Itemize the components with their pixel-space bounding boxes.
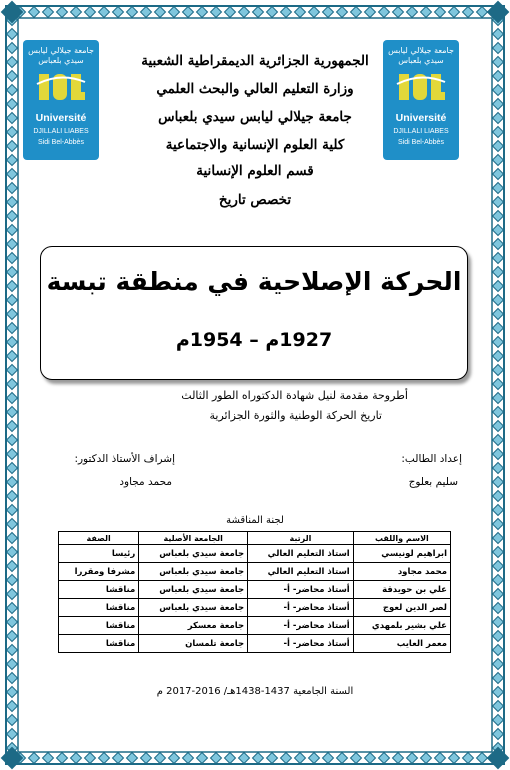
border-diamond xyxy=(239,753,250,764)
border-corner-ornament xyxy=(1,747,24,770)
border-diamond xyxy=(29,7,40,18)
border-diamond xyxy=(7,267,18,278)
border-diamond xyxy=(365,753,376,764)
border-diamond xyxy=(493,239,504,250)
border-diamond xyxy=(183,7,194,18)
border-diamond xyxy=(7,85,18,96)
border-diamond xyxy=(99,753,110,764)
border-diamond xyxy=(57,7,68,18)
border-diamond xyxy=(493,323,504,334)
border-diamond xyxy=(493,379,504,390)
border-diamond xyxy=(493,393,504,404)
border-diamond xyxy=(7,631,18,642)
border-diamond xyxy=(337,753,348,764)
border-diamond xyxy=(493,99,504,110)
border-diamond xyxy=(493,365,504,376)
table-row: علي بن حويدقة أستاذ محاضر- أ- جامعة سيدي بلعباس مناقشا xyxy=(59,581,451,599)
border-diamond xyxy=(7,29,18,40)
border-corner-ornament xyxy=(1,1,24,24)
border-diamond xyxy=(71,7,82,18)
border-diamond xyxy=(7,379,18,390)
udl-mark-icon xyxy=(395,70,447,104)
col-rank: الرتبة xyxy=(248,532,354,545)
supervisor-name: محمد مجاود xyxy=(119,476,172,488)
border-diamond xyxy=(253,7,264,18)
border-diamond xyxy=(7,589,18,600)
border-diamond xyxy=(7,281,18,292)
border-diamond xyxy=(421,753,432,764)
border-diamond xyxy=(197,7,208,18)
thesis-period: 1927م – 1954م xyxy=(175,329,333,351)
border-diamond xyxy=(281,7,292,18)
thesis-description: أطروحة مقدمة لنيل شهادة الدكتوراه الطور الثالث xyxy=(181,389,408,402)
border-corner-ornament xyxy=(487,747,510,770)
border-diamond xyxy=(493,715,504,726)
border-diamond xyxy=(435,753,446,764)
border-diamond xyxy=(7,463,18,474)
table-row: محمد مجاود استاذ التعليم العالي جامعة سيدي بلعباس مشرفا ومقررا xyxy=(59,563,451,581)
header-university: جامعة جيلالي ليابس سيدي بلعباس xyxy=(158,109,352,125)
border-diamond xyxy=(7,561,18,572)
border-diamond xyxy=(7,169,18,180)
border-diamond xyxy=(155,7,166,18)
border-diamond xyxy=(7,141,18,152)
border-diamond xyxy=(99,7,110,18)
border-diamond xyxy=(493,449,504,460)
border-diamond xyxy=(7,323,18,334)
border-diamond xyxy=(351,7,362,18)
border-diamond xyxy=(7,71,18,82)
border-diamond xyxy=(351,753,362,764)
border-diamond xyxy=(7,57,18,68)
border-diamond xyxy=(393,7,404,18)
border-diamond xyxy=(57,753,68,764)
border-diamond xyxy=(183,753,194,764)
border-diamond xyxy=(493,351,504,362)
university-logo-right: جامعة جيلالي ليابس سيدي بلعباس Université DJILLALI LIABES Sidi Bel-Abbès xyxy=(383,40,459,160)
border-diamond xyxy=(7,477,18,488)
udl-mark-icon xyxy=(35,70,87,104)
border-diamond xyxy=(421,7,432,18)
border-diamond xyxy=(7,239,18,250)
border-diamond xyxy=(7,645,18,656)
border-diamond xyxy=(7,617,18,628)
border-diamond xyxy=(493,225,504,236)
border-diamond xyxy=(7,337,18,348)
header-republic: الجمهورية الجزائرية الديمقراطية الشعبية xyxy=(141,53,369,69)
border-diamond xyxy=(7,295,18,306)
border-diamond xyxy=(113,753,124,764)
border-diamond xyxy=(113,7,124,18)
border-diamond xyxy=(493,57,504,68)
border-diamond xyxy=(7,127,18,138)
border-diamond xyxy=(7,435,18,446)
logo-arabic-name: جامعة جيلالي ليابس سيدي بلعباس xyxy=(28,46,94,65)
border-diamond xyxy=(493,547,504,558)
border-diamond xyxy=(7,183,18,194)
border-diamond xyxy=(493,491,504,502)
university-logo-left: جامعة جيلالي ليابس سيدي بلعباس Université DJILLALI LIABES Sidi Bel-Abbès xyxy=(23,40,99,160)
border-diamond xyxy=(7,253,18,264)
border-diamond xyxy=(493,113,504,124)
border-diamond xyxy=(7,351,18,362)
border-diamond xyxy=(449,7,460,18)
border-diamond xyxy=(323,753,334,764)
border-diamond xyxy=(7,505,18,516)
border-diamond xyxy=(225,7,236,18)
table-row: معمر العايب أستاذ محاضر- أ- جامعة تلمسان مناقشا xyxy=(59,635,451,653)
border-diamond xyxy=(493,281,504,292)
border-diamond xyxy=(493,127,504,138)
border-diamond xyxy=(7,547,18,558)
border-diamond xyxy=(493,337,504,348)
border-diamond xyxy=(365,7,376,18)
header-ministry: وزارة التعليم العالي والبحث العلمي xyxy=(156,81,354,97)
border-diamond xyxy=(295,753,306,764)
academic-year: السنة الجامعية 1437-1438هـ/ 2016-2017 م xyxy=(156,686,354,697)
border-diamond xyxy=(493,29,504,40)
border-diamond xyxy=(7,225,18,236)
border-diamond xyxy=(7,491,18,502)
border-diamond xyxy=(71,753,82,764)
border-diamond xyxy=(225,753,236,764)
thesis-title: الحركة الإصلاحية في منطقة تبسة xyxy=(46,267,462,296)
border-diamond xyxy=(7,603,18,614)
border-diamond xyxy=(7,533,18,544)
border-diamond xyxy=(493,673,504,684)
border-diamond xyxy=(493,211,504,222)
border-diamond xyxy=(7,575,18,586)
border-diamond xyxy=(141,753,152,764)
border-diamond xyxy=(7,43,18,54)
border-diamond xyxy=(493,421,504,432)
border-diamond xyxy=(127,7,138,18)
border-diamond xyxy=(493,267,504,278)
border-diamond xyxy=(435,7,446,18)
student-name: سليم بعلوج xyxy=(408,476,458,488)
border-diamond xyxy=(493,253,504,264)
border-diamond xyxy=(493,309,504,320)
border-diamond xyxy=(493,141,504,152)
border-corner-ornament xyxy=(487,1,510,24)
border-diamond xyxy=(309,753,320,764)
border-diamond xyxy=(239,7,250,18)
border-diamond xyxy=(7,715,18,726)
border-diamond xyxy=(493,169,504,180)
border-diamond xyxy=(477,753,488,764)
border-diamond xyxy=(337,7,348,18)
border-diamond xyxy=(493,533,504,544)
border-diamond xyxy=(493,85,504,96)
jury-table xyxy=(58,531,451,653)
border-diamond xyxy=(127,753,138,764)
border-diamond xyxy=(493,631,504,642)
logo-arabic-name: جامعة جيلالي ليابس سيدي بلعباس xyxy=(388,46,454,65)
border-diamond xyxy=(379,7,390,18)
border-diamond xyxy=(7,365,18,376)
border-diamond xyxy=(493,617,504,628)
border-diamond xyxy=(477,7,488,18)
border-diamond xyxy=(493,463,504,474)
border-diamond xyxy=(379,753,390,764)
border-diamond xyxy=(493,505,504,516)
border-diamond xyxy=(7,155,18,166)
jury-header-row xyxy=(59,532,451,545)
border-diamond xyxy=(43,7,54,18)
border-diamond xyxy=(7,197,18,208)
border-diamond xyxy=(493,295,504,306)
border-diamond xyxy=(7,99,18,110)
col-university: الجامعة الأصلية xyxy=(139,532,248,545)
border-diamond xyxy=(493,477,504,488)
border-diamond xyxy=(211,753,222,764)
border-diamond xyxy=(493,659,504,670)
border-diamond xyxy=(7,729,18,740)
border-diamond xyxy=(493,603,504,614)
border-diamond xyxy=(393,753,404,764)
border-diamond xyxy=(463,753,474,764)
border-diamond xyxy=(407,753,418,764)
border-diamond xyxy=(493,197,504,208)
border-diamond xyxy=(7,449,18,460)
border-diamond xyxy=(493,575,504,586)
thesis-field: تاريخ الحركة الوطنية والثورة الجزائرية xyxy=(209,409,382,422)
border-diamond xyxy=(7,309,18,320)
border-diamond xyxy=(407,7,418,18)
border-diamond xyxy=(463,7,474,18)
table-row: علي بشير بلمهدي أستاذ محاضر- أ- جامعة معسكر مناقشا xyxy=(59,617,451,635)
border-diamond xyxy=(85,7,96,18)
border-diamond xyxy=(493,645,504,656)
border-diamond xyxy=(7,393,18,404)
border-diamond xyxy=(211,7,222,18)
supervisor-label: إشراف الأستاذ الدكتور: xyxy=(74,453,175,465)
border-diamond xyxy=(281,753,292,764)
border-diamond xyxy=(295,7,306,18)
header-specialty: تخصص تاريخ xyxy=(218,192,292,208)
border-diamond xyxy=(7,211,18,222)
border-diamond xyxy=(493,43,504,54)
table-row: لصر الدين لعوج أستاذ محاضر- أ- جامعة سيدي بلعباس مناقشا xyxy=(59,599,451,617)
border-diamond xyxy=(7,407,18,418)
border-diamond xyxy=(493,407,504,418)
border-diamond xyxy=(449,753,460,764)
border-diamond xyxy=(493,155,504,166)
student-label: إعداد الطالب: xyxy=(401,453,462,465)
border-diamond xyxy=(43,753,54,764)
jury-title: لجنة المناقشة xyxy=(226,515,284,526)
border-diamond xyxy=(493,71,504,82)
border-diamond xyxy=(323,7,334,18)
header-faculty: كلية العلوم الإنسانية والاجتماعية xyxy=(165,137,345,153)
border-diamond xyxy=(309,7,320,18)
col-role: الصفة xyxy=(59,532,139,545)
border-diamond xyxy=(253,753,264,764)
border-diamond xyxy=(29,753,40,764)
col-name: الاسم واللقب xyxy=(353,532,450,545)
border-diamond xyxy=(169,7,180,18)
header-department: قسم العلوم الإنسانية xyxy=(196,163,314,179)
border-diamond xyxy=(169,753,180,764)
border-diamond xyxy=(141,7,152,18)
border-diamond xyxy=(267,7,278,18)
border-diamond xyxy=(197,753,208,764)
table-row: ابراهيم لونيسي استاذ التعليم العالي جامعة سيدي بلعباس رئيسا xyxy=(59,545,451,563)
border-diamond xyxy=(85,753,96,764)
border-diamond xyxy=(493,701,504,712)
border-diamond xyxy=(155,753,166,764)
title-box xyxy=(40,246,468,380)
border-diamond xyxy=(7,673,18,684)
border-diamond xyxy=(493,435,504,446)
border-diamond xyxy=(493,729,504,740)
border-diamond xyxy=(7,421,18,432)
border-diamond xyxy=(493,183,504,194)
border-diamond xyxy=(493,561,504,572)
border-diamond xyxy=(493,589,504,600)
border-diamond xyxy=(7,701,18,712)
border-diamond xyxy=(7,113,18,124)
border-diamond xyxy=(7,659,18,670)
border-diamond xyxy=(267,753,278,764)
